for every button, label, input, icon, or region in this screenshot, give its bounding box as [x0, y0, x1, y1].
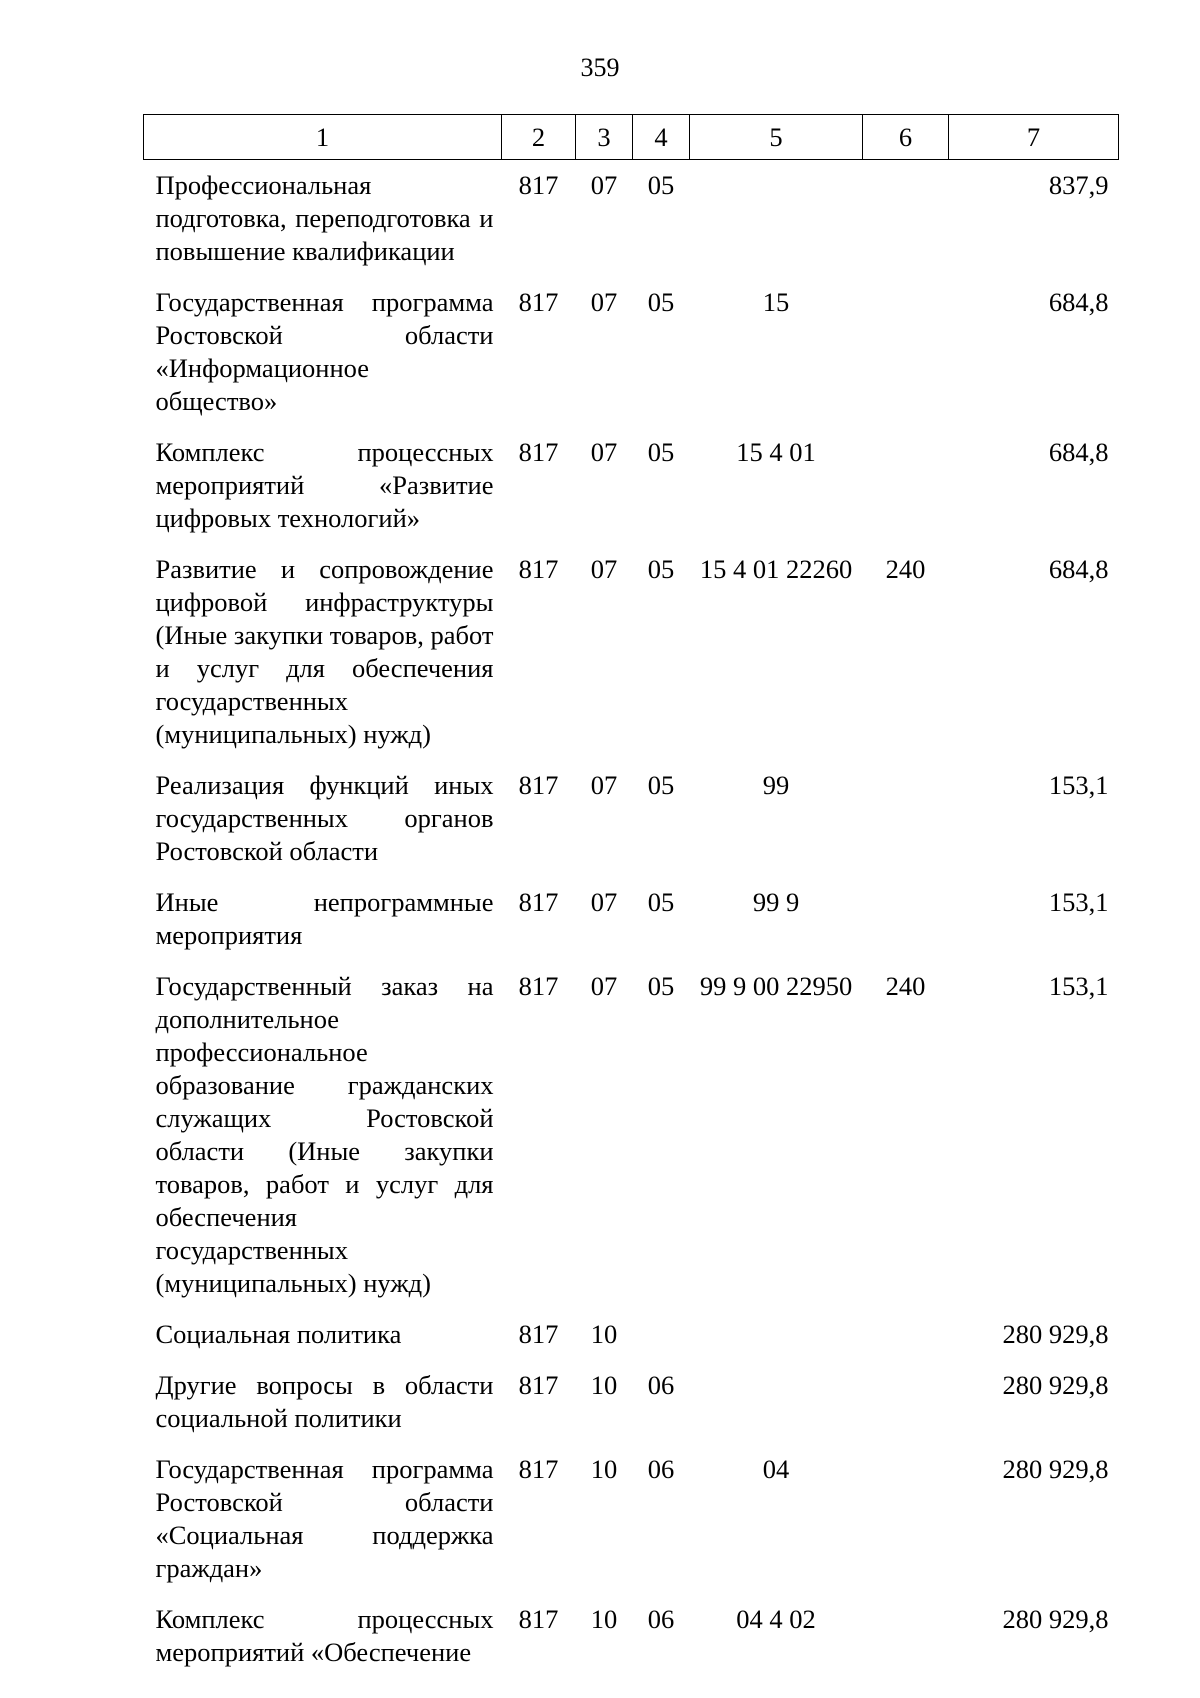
table-row	[144, 1444, 1119, 1594]
budget-table	[143, 114, 1119, 1678]
table-row	[144, 427, 1119, 544]
row-amount: 280 929,8	[1002, 1319, 1109, 1349]
table-row	[144, 877, 1119, 961]
row-name: Реализация функций иных государственных органов Ростовской области	[155, 770, 494, 866]
row-name: Государственная программа Ростовской области «Информационное общество»	[155, 287, 494, 416]
table-header-row	[144, 115, 1119, 160]
row-code-3: 10	[590, 1454, 618, 1484]
row-code-4: 05	[647, 287, 675, 317]
row-code-3: 07	[590, 971, 618, 1001]
row-amount: 684,8	[1048, 287, 1109, 317]
row-code-4: 05	[647, 770, 675, 800]
row-name: Государственный заказ на дополнительное профессиональное образование гражданских служащих Ростовской области (Иные закупки товаров, работ и услуг для обеспечения государственных (муниципальных) нужд)	[155, 971, 494, 1298]
row-amount: 280 929,8	[1002, 1604, 1109, 1634]
row-code-5: 04	[762, 1454, 790, 1484]
row-name: Социальная политика	[155, 1319, 402, 1349]
row-code-6	[863, 277, 949, 427]
column-header-2: 2	[502, 115, 576, 160]
row-code-5: 99	[762, 770, 790, 800]
row-code-2: 817	[518, 971, 559, 1001]
row-code-6: 240	[885, 971, 926, 1001]
row-code-5: 15 4 01 22260	[699, 554, 853, 584]
column-header-1: 1	[144, 115, 502, 160]
row-code-6: 240	[885, 554, 926, 584]
row-code-6	[863, 427, 949, 544]
row-amount: 280 929,8	[1002, 1454, 1109, 1484]
table-row	[144, 544, 1119, 760]
table-row	[144, 760, 1119, 877]
row-code-2: 817	[518, 437, 559, 467]
row-code-4: 06	[647, 1604, 675, 1634]
row-code-4: 05	[647, 170, 675, 200]
row-code-5: 15	[762, 287, 790, 317]
row-code-2: 817	[518, 170, 559, 200]
row-code-5: 15 4 01	[736, 437, 816, 467]
row-amount: 280 929,8	[1002, 1370, 1109, 1400]
row-code-3: 10	[590, 1319, 618, 1349]
row-code-2: 817	[518, 554, 559, 584]
row-name: Комплекс процессных мероприятий «Обеспечение	[155, 1604, 494, 1667]
row-amount: 153,1	[1048, 770, 1109, 800]
table-row	[144, 1309, 1119, 1360]
row-code-6	[863, 160, 949, 278]
row-code-2: 817	[518, 1604, 559, 1634]
row-code-4: 05	[647, 554, 675, 584]
row-amount: 684,8	[1048, 437, 1109, 467]
row-code-3: 10	[590, 1370, 618, 1400]
row-code-3: 07	[590, 287, 618, 317]
column-header-5: 5	[690, 115, 863, 160]
row-code-6	[863, 1309, 949, 1360]
row-code-6	[863, 1444, 949, 1594]
row-code-3: 07	[590, 437, 618, 467]
row-amount: 153,1	[1048, 887, 1109, 917]
column-header-7: 7	[949, 115, 1119, 160]
row-code-3: 07	[590, 170, 618, 200]
table-row	[144, 1360, 1119, 1444]
row-code-6	[863, 1594, 949, 1678]
row-code-3: 10	[590, 1604, 618, 1634]
row-code-5: 04 4 02	[736, 1604, 816, 1634]
column-header-6: 6	[863, 115, 949, 160]
row-name: Развитие и сопровождение цифровой инфраструктуры (Иные закупки товаров, работ и услуг для обеспечения государственных (муниципальных) нужд)	[155, 554, 494, 749]
row-code-6	[863, 877, 949, 961]
row-code-5	[690, 1360, 863, 1444]
row-name: Комплекс процессных мероприятий «Развитие цифровых технологий»	[155, 437, 494, 533]
table-row	[144, 160, 1119, 278]
row-code-4: 06	[647, 1370, 675, 1400]
row-amount: 837,9	[1048, 170, 1109, 200]
row-code-2: 817	[518, 1370, 559, 1400]
page-number: 359	[580, 53, 620, 82]
row-code-4	[633, 1309, 690, 1360]
row-name: Профессиональная подготовка, переподготовка и повышение квалификации	[155, 170, 494, 266]
row-code-4: 05	[647, 437, 675, 467]
table-row	[144, 1594, 1119, 1678]
row-code-3: 07	[590, 887, 618, 917]
row-code-2: 817	[518, 1454, 559, 1484]
row-code-6	[863, 760, 949, 877]
row-code-2: 817	[518, 887, 559, 917]
table-row	[144, 961, 1119, 1309]
row-code-4: 05	[647, 971, 675, 1001]
column-header-3: 3	[576, 115, 633, 160]
row-code-3: 07	[590, 554, 618, 584]
row-amount: 153,1	[1048, 971, 1109, 1001]
table-row	[144, 277, 1119, 427]
row-code-3: 07	[590, 770, 618, 800]
row-name: Иные непрограммные мероприятия	[155, 887, 494, 950]
column-header-4: 4	[633, 115, 690, 160]
row-name: Государственная программа Ростовской области «Социальная поддержка граждан»	[155, 1454, 494, 1583]
row-code-4: 05	[647, 887, 675, 917]
row-code-5: 99 9	[752, 887, 800, 917]
row-code-2: 817	[518, 1319, 559, 1349]
row-name: Другие вопросы в области социальной политики	[155, 1370, 494, 1433]
row-code-5: 99 9 00 22950	[699, 971, 853, 1001]
row-amount: 684,8	[1048, 554, 1109, 584]
row-code-4: 06	[647, 1454, 675, 1484]
row-code-2: 817	[518, 770, 559, 800]
row-code-2: 817	[518, 287, 559, 317]
row-code-5	[690, 1309, 863, 1360]
row-code-6	[863, 1360, 949, 1444]
row-code-5	[690, 160, 863, 278]
